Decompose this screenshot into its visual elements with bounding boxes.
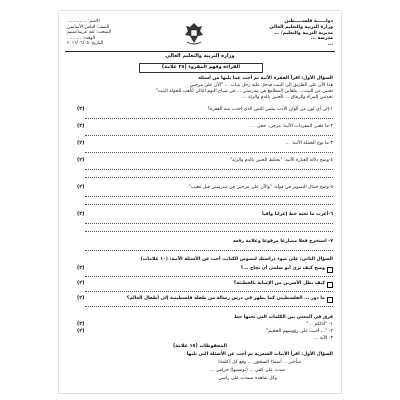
reading-question-4: ٤-وضح دلالة العبارة الآتية: "يختلط الحنين بالدم والرئة": [230, 158, 333, 163]
student-name-line: الاسم: ..............: [67, 19, 100, 24]
poem-line-1: سأخبر ... أسماء السجون ... وقع كل (كلمة): [218, 360, 301, 365]
poem-line-3: وكل شاهدة صمدت على راسي: [218, 376, 277, 381]
text-question-1: وضح كيف ترى أبو سلمى أن نجاح ...؟: [240, 266, 325, 271]
question-1-intro: السؤال الأول: اقرأ الفقرة الآتية ثم أجب عما يليها من أسئلة: [198, 76, 333, 81]
answer-line[interactable]: [85, 118, 333, 119]
reading-question-1-mark: (٢): [77, 107, 85, 112]
text-question-2: كيف يطل الأسرين من الإصابة بالخطيئة؟: [233, 281, 325, 286]
school-line: مدرسة ...: [310, 36, 333, 42]
answer-line[interactable]: [85, 306, 333, 307]
reading-question-3-mark: (٢): [77, 141, 85, 146]
reading-question-6: ٦-أعرب ما تحته خط إعرابا وافيا: [261, 212, 333, 217]
country-line: دولــــــة فلســـــطين: [284, 19, 333, 24]
reading-question-3: ٣-ما نوع الجملة الآتية: ...: [285, 141, 333, 146]
reading-question-6-mark: (٢): [77, 212, 85, 217]
answer-line[interactable]: [85, 135, 333, 136]
answer-line[interactable]: [85, 291, 333, 292]
answer-line[interactable]: [85, 276, 333, 277]
answer-line[interactable]: [85, 152, 333, 153]
meaning-item-1: ١- "أنالكم ...": [306, 322, 333, 327]
grade-line: الصف: الثامن الأساسي: [67, 24, 110, 30]
meaning-mark-2: (٢): [77, 329, 85, 334]
question-2-intro: السؤال الثاني: على ضوء دراستك لنصوص الكتاب، أجب عن الأسئلة الآتية: (١٠ علامات): [140, 257, 333, 262]
text-question-3-mark: (٢): [77, 296, 85, 301]
answer-line[interactable]: [85, 250, 333, 251]
directorate-line: مديرية التربية والتعليم/ ...: [274, 30, 333, 36]
ministry-block: [269, 19, 333, 48]
question-3-intro: فرق في المعنى بين الكلمات التي تحتها خط: [233, 315, 333, 320]
time-line: الوقت: ..........: [67, 35, 96, 41]
extract-question: ٧- استخرج فعلا مضارعا مرفوعا وعلامة رفعه: [232, 239, 333, 244]
reading-question-2: ٢-ما معنى المفردات الآتية: مرحى، حجر، ...: [250, 124, 333, 129]
reading-question-2-mark: (٢): [77, 124, 85, 129]
bullet-icon: [327, 267, 333, 273]
passage-line-3: تحدثني المرأة والرفاق ... الحنين بالدم والرئة ...: [242, 95, 333, 100]
ministry-title: وزارة التربية والتعليم العالي: [165, 53, 235, 59]
meaning-mark-1: (٢): [77, 322, 85, 327]
ministry-line: وزارة التربية والتعليم العالي: [269, 24, 333, 30]
memory-section-title: المحفوظات (١٥ علامة): [172, 344, 228, 349]
answer-line[interactable]: [85, 223, 333, 224]
poem-line-2: شدت على كفي ... (تونسيها) حرامي ...: [210, 368, 285, 373]
reading-question-5: ٥-وضح جمال التصوير في قوله: "والآن على مرحبي في مدرستي قبل مغيب": [188, 185, 333, 190]
exam-page: [58, 10, 342, 394]
answer-line[interactable]: [85, 204, 333, 205]
meaning-item-3: ٣- الآية ...: [313, 336, 333, 341]
date-line: التاريخ: ٢٠١٦/٠٦/٠٥: [67, 41, 104, 47]
extra-line: ...: [327, 42, 333, 48]
reading-section-title: القراءة وفهم المقروء (٢٥ علامة): [139, 63, 263, 73]
bullet-icon: [327, 282, 333, 288]
meaning-item-2: ٢- "..، أحبب على رؤوسهم الحجيم": [266, 329, 333, 334]
passage-line-2: تحبني من البيت... يتلقاني المطامع في مدرستي ... في صباح اليوم التالي أتأهب للجولة البيت": [155, 89, 333, 94]
reading-question-5-mark: (٢): [77, 185, 85, 190]
answer-line[interactable]: [85, 169, 333, 170]
header-divider: [65, 51, 335, 52]
subject-line: المبحث: لغة عربية/تقييم: [67, 30, 112, 36]
student-info-block: [67, 19, 111, 47]
reading-question-4-mark: (٢): [77, 158, 85, 163]
answer-line[interactable]: [85, 196, 333, 197]
bullet-icon: [327, 297, 333, 303]
reading-question-1: ١-إلى أي لون من ألوان الأدب ينتمي النص الذي أخذت منه الفقرة؟: [207, 107, 333, 112]
text-question-3: ما دور ... الفلسطيني كما يظهر في درس رسالة من طفلة فلسطينية إلى أطفال العالم؟: [126, 296, 325, 301]
text-question-1-mark: (٢): [77, 266, 85, 271]
palestine-emblem-icon: [183, 21, 205, 47]
question-4-intro: السؤال الأول: اقرأ الأبيات الشعرية ثم أجب عن الأسئلة التي تليها: [186, 352, 333, 357]
answer-line[interactable]: [85, 177, 333, 178]
answer-line[interactable]: [85, 231, 333, 232]
text-question-2-mark: (٢): [77, 281, 85, 286]
passage-line-1: هذا الآن على الطريق إلى البيت فدخل عليه رجل بثياب ... "الآن على مرحبي: [189, 83, 333, 88]
